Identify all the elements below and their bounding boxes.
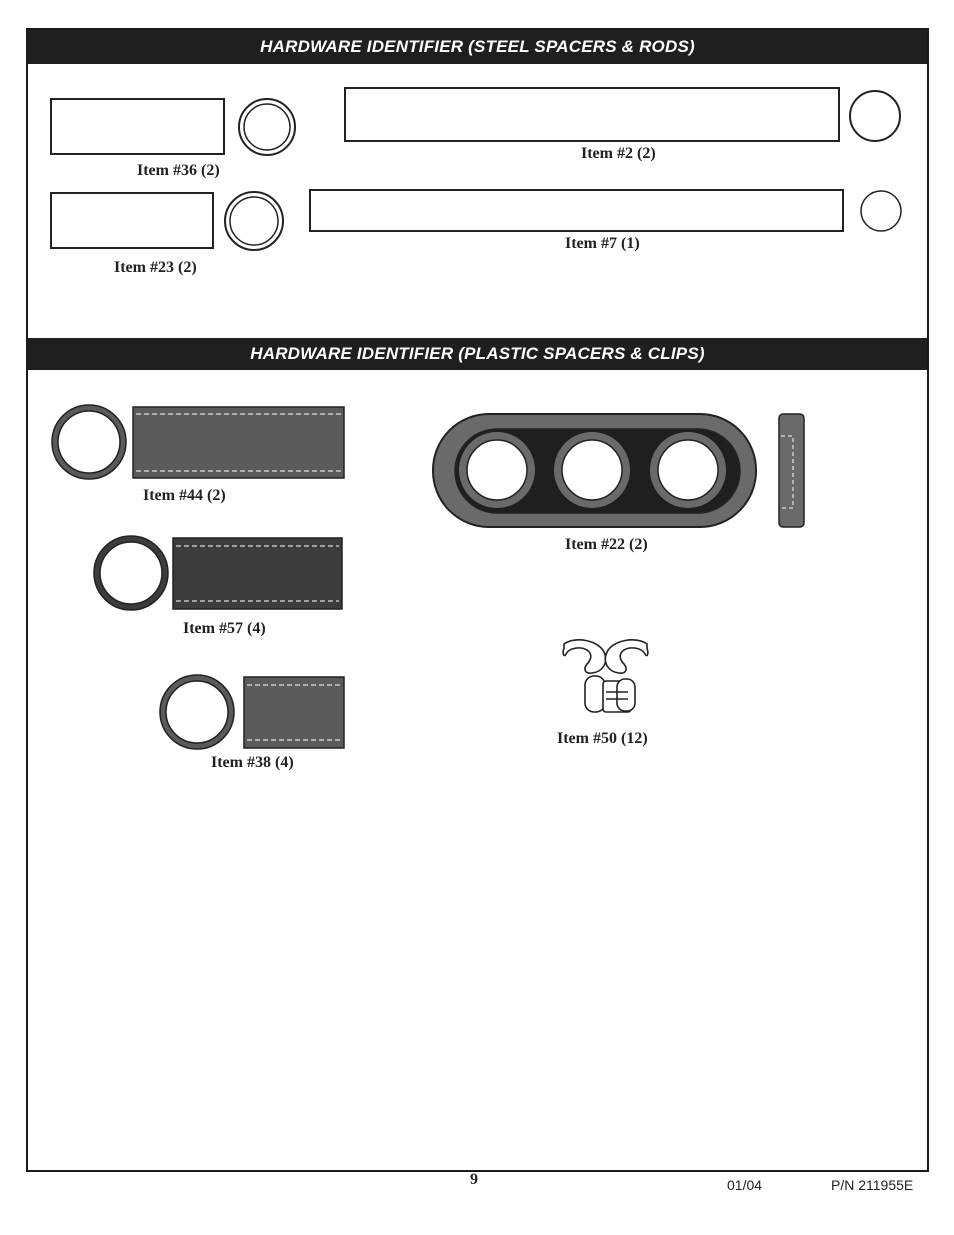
item-44-label: Item #44 (2) bbox=[143, 487, 226, 504]
item-2-drawing bbox=[345, 88, 900, 141]
item-23-drawing bbox=[51, 192, 283, 250]
item-2-label: Item #2 (2) bbox=[581, 145, 656, 162]
item-7-label: Item #7 (1) bbox=[565, 235, 640, 252]
item-44-drawing bbox=[52, 405, 344, 479]
item-38-label: Item #38 (4) bbox=[211, 754, 294, 771]
item-38-drawing bbox=[160, 675, 344, 749]
item-22-label: Item #22 (2) bbox=[565, 536, 648, 553]
item-36-drawing bbox=[51, 99, 295, 155]
item-22-drawing bbox=[433, 414, 804, 527]
item-50-label: Item #50 (12) bbox=[557, 730, 648, 747]
item-57-drawing bbox=[94, 536, 342, 610]
footer-part-number: P/N 211955E bbox=[831, 1177, 914, 1193]
plastic-section-title: HARDWARE IDENTIFIER (PLASTIC SPACERS & CLIPS) bbox=[28, 338, 927, 370]
item-23-label: Item #23 (2) bbox=[114, 259, 197, 276]
item-50-drawing bbox=[563, 640, 648, 712]
item-36-label: Item #36 (2) bbox=[137, 162, 220, 179]
item-7-drawing bbox=[310, 190, 901, 231]
item-57-label: Item #57 (4) bbox=[183, 620, 266, 637]
steel-section-title: HARDWARE IDENTIFIER (STEEL SPACERS & RODS) bbox=[28, 30, 927, 64]
footer-date: 01/04 bbox=[727, 1177, 763, 1193]
page-number: 9 bbox=[470, 1171, 478, 1188]
